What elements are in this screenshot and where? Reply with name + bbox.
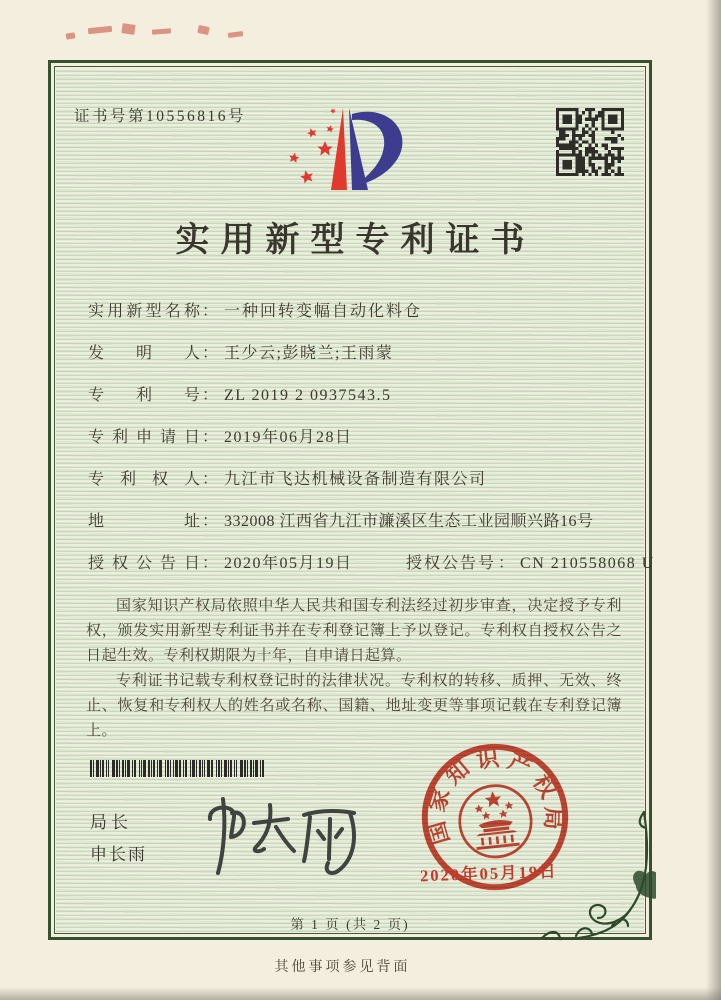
field-list: [88, 298, 655, 592]
field-colon: ：: [202, 471, 219, 488]
corner-flourish-icon: [536, 808, 656, 948]
seal-date: 2020年05月19日: [419, 861, 558, 886]
field-colon: ：: [202, 345, 219, 362]
field-value: ZL 2019 2 0937543.5: [224, 387, 392, 404]
legal-paragraph-1: 国家知识产权局依照中华人民共和国专利法经过初步审查，决定授予专利权，颁发实用新型专利证书并在专利登记簿上予以登记。专利权自授权公告之日起生效。专利权期限为十年，自申请日起算。: [86, 598, 622, 664]
field-row-filing-date: [88, 424, 636, 450]
grant-number-pair: [406, 550, 655, 573]
director-name: 申长雨: [90, 845, 147, 864]
red-ink-mark: [121, 23, 135, 35]
page-indicator: 第 1 页 (共 2 页): [290, 917, 410, 932]
barcode-icon: [90, 760, 268, 777]
field-value: 一种回转变幅自动化料仓: [224, 303, 423, 320]
field-colon: ：: [498, 555, 515, 572]
field-colon: ：: [202, 303, 219, 320]
certificate-title: 实用新型专利证书: [175, 222, 536, 259]
field-label: 专利申请日: [88, 429, 200, 446]
field-label: 专利权人: [88, 471, 200, 488]
field-colon: ：: [202, 387, 219, 404]
field-label: 发明人: [88, 345, 200, 362]
field-value: 2019年06月28日: [224, 429, 353, 446]
field-row-inventor: [88, 340, 636, 366]
field-value: CN 210558068 U: [520, 555, 655, 572]
director-signature-icon: [196, 793, 361, 878]
certificate-frame: [48, 60, 655, 940]
certificate-number: 证书号第10556816号: [74, 108, 247, 125]
back-note: 其他事项参见背面: [274, 960, 411, 975]
seal-text: 国家知识产权局: [423, 745, 566, 848]
red-ink-mark: [197, 25, 209, 35]
field-value: 2020年05月19日: [224, 555, 353, 572]
field-value: 332008 江西省九江市濂溪区生态工业园顺兴路16号: [224, 513, 594, 530]
qr-code-icon: [556, 108, 624, 176]
legal-paragraph-2: 专利证书记载专利权登记时的法律状况。专利权的转移、质押、无效、终止、恢复和专利权人的姓名或名称、国籍、地址变更等事项记载在专利登记簿上。: [86, 673, 622, 739]
field-label: 地址: [88, 513, 200, 530]
field-colon: ：: [202, 513, 219, 530]
field-row-address: [88, 508, 636, 534]
field-row-patentee: [88, 466, 636, 492]
field-row-name: [88, 298, 636, 324]
red-ink-mark: [66, 32, 76, 39]
field-label: 授权公告日: [88, 555, 200, 572]
red-ink-mark: [152, 28, 171, 34]
field-value: 九江市飞达机械设备制造有限公司: [224, 471, 487, 488]
red-ink-mark: [228, 31, 244, 38]
field-colon: ：: [202, 429, 219, 446]
director-title: 局长: [90, 813, 132, 832]
field-label: 专利号: [88, 387, 200, 404]
field-row-patent-no: [88, 382, 636, 408]
field-label: 授权公告号: [406, 555, 497, 572]
red-ink-mark: [88, 26, 112, 34]
field-value: 王少云;彭晓兰;王雨蒙: [224, 345, 394, 362]
cnipa-logo-icon: [288, 102, 412, 202]
field-label: 实用新型名称: [88, 303, 200, 320]
field-colon: ：: [202, 555, 219, 572]
field-row-grant: [88, 550, 655, 576]
